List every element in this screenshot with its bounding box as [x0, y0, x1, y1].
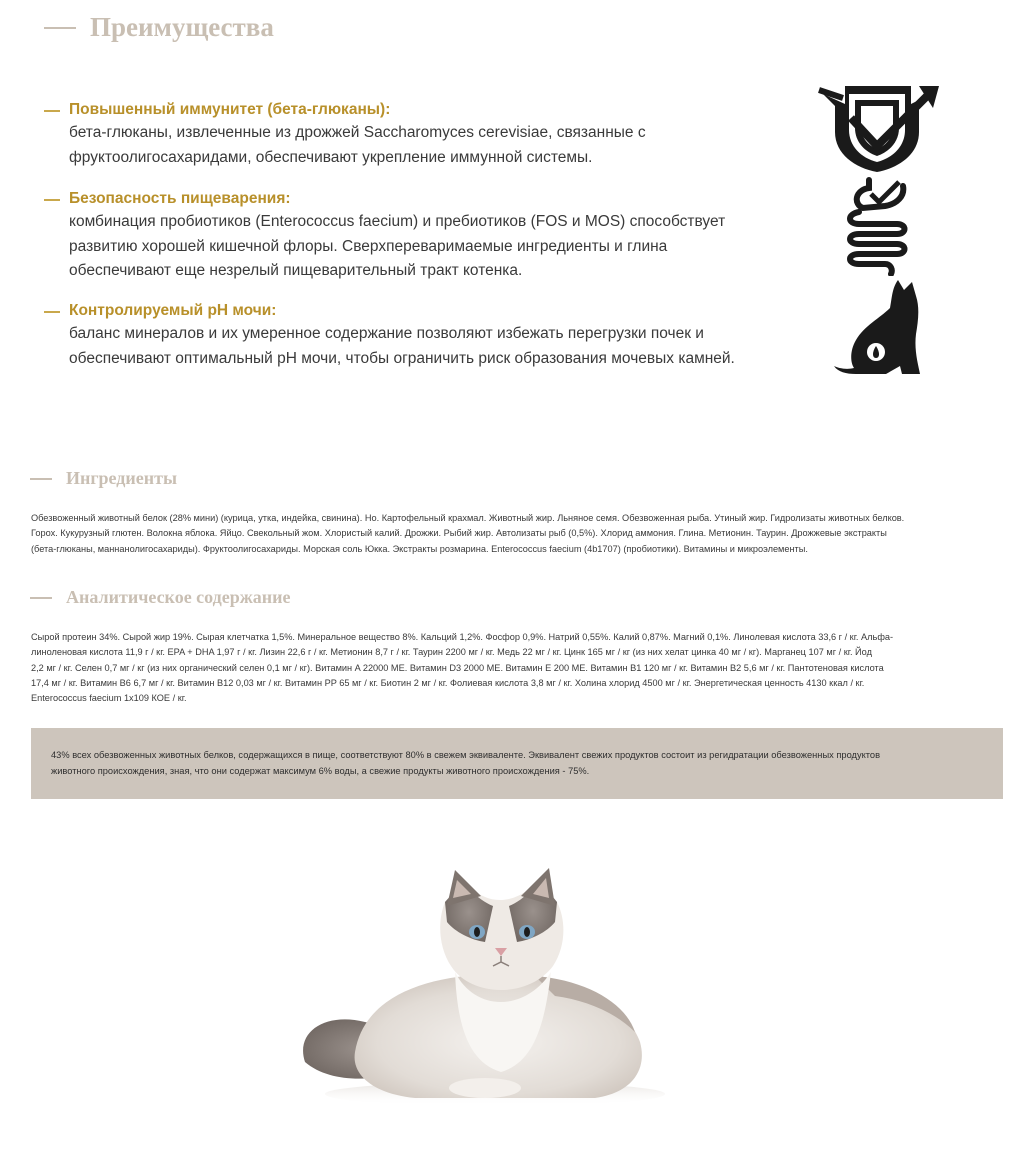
protein-note-text	[51, 748, 981, 779]
analytic-line: Сырой протеин 34%. Сырой жир 19%. Сырая клетчатка 1,5%. Минеральное вещество 8%. Кальций 1,2%. Фосфор 0,9%. Натрий 0,55%. Калий 0,87%. Магний 0,1%. Линолевая кислота 33,6 г / кг. Альфа-	[31, 632, 894, 642]
title-dash	[44, 27, 76, 29]
protein-note-box	[31, 728, 1003, 799]
benefit-digestion	[44, 188, 764, 284]
ingredients-title	[30, 468, 177, 489]
benefit-line: комбинация пробиотиков (Enterococcus faecium) и пребиотиков (FOS и MOS) способствует	[69, 213, 726, 230]
title-dash	[30, 478, 52, 480]
benefits-title-text: Преимущества	[90, 12, 274, 42]
benefit-line: обеспечивают оптимальный pH мочи, чтобы ограничить риск образования мочевых камней.	[69, 349, 735, 367]
note-line: 43% всех обезвоженных животных белков, содержащихся в пище, соответствуют 80% в свежем эквиваленте. Эквивалент свежих продуктов состоит из регидратации обезвоженных продуктов	[51, 750, 881, 760]
benefits-title	[44, 12, 274, 43]
title-dash	[30, 597, 52, 599]
benefit-line: развитию хорошей кишечной флоры. Сверхпереваримаемые ингредиенты и глина	[69, 237, 668, 255]
ingredients-line: (бета-глюканы, маннанолигосахариды). Фруктоолигосахариды. Морская соль Юкка. Экстракты розмарина. Enterococcus faecium (4b1707) (пробиотики). Витамины и микроэлементы.	[31, 543, 808, 554]
stomach-check-icon	[845, 176, 911, 276]
analytic-line: линоленовая кислота 11,9 г / кг. EPA + DHA 1,97 г / кг. Лизин 22,6 г / кг. Метионин 8,7 г / кг. Таурин 2200 мг / кг. Медь 22 мг / кг. Цинк 165 мг / кг (из них хелат цинка 40 мг / кг). Марганец 107 мг / кг. Йод	[31, 647, 872, 658]
shield-arrow-icon	[815, 72, 941, 174]
benefit-dash	[44, 110, 60, 112]
analytic-text	[31, 630, 1003, 706]
benefit-urine-ph	[44, 300, 764, 371]
benefit-heading: Контролируемый pH мочи:	[69, 302, 277, 319]
benefit-dash	[44, 199, 60, 201]
analytic-title-text: Аналитическое содержание	[66, 587, 291, 607]
ingredients-line: Горох. Кукурузный глютен. Волокна яблока. Яйцо. Свекольный жом. Хлористый калий. Дрожжи. Рыбий жир. Автолизаты рыб (0,5%). Хлорид аммония. Глина. Метионин. Таурин. Дрожжевые экстракты	[31, 528, 887, 539]
benefit-heading: Безопасность пищеварения:	[69, 190, 291, 207]
benefit-immunity	[44, 99, 764, 170]
analytic-line: Enterococcus faecium 1x109 КОЕ / кг.	[31, 693, 187, 704]
note-line: животного происхождения, зная, что они содержат максимум 6% воды, а свежие продукты животного происхождения - 75%.	[51, 765, 590, 776]
ingredients-title-text: Ингредиенты	[66, 468, 178, 488]
cat-urinary-icon	[832, 278, 924, 378]
benefit-heading: Повышенный иммунитет (бета-глюканы):	[69, 101, 391, 118]
analytic-line: 2,2 мг / кг. Селен 0,7 мг / кг (из них органический селен 0,1 мг / кг). Витамин A 22000 МЕ. Витамин D3 2000 МЕ. Витамин Е 200 МЕ. Витамин B1 120 мг / кг. Витамин B2 5,6 мг / кг. Пантотеновая кислота	[31, 662, 884, 673]
benefit-dash	[44, 311, 60, 313]
benefit-line: бета-глюканы, извлеченные из дрожжей Saccharomyces cerevisiae, связанные с	[69, 124, 646, 141]
benefit-line: баланс минералов и их умеренное содержание позволяют избежать перегрузки почек и	[69, 325, 704, 342]
cat-photo	[295, 862, 685, 1107]
analytic-line: 17,4 мг / кг. Витамин B6 6,7 мг / кг. Витамин B12 0,03 мг / кг. Витамин PP 65 мг / кг. Биотин 2 мг / кг. Фолиевая кислота 3,8 мг / кг. Холина хлорид 4500 мг / кг. Энергетическая ценность 4130 ккал / кг.	[31, 677, 865, 688]
analytic-title	[30, 587, 291, 608]
ingredients-line: Обезвоженный животный белок (28% мини) (курица, утка, индейка, свинина). Но. Картофельный крахмал. Животный жир. Льняное семя. Обезвоженная рыба. Утиный жир. Гидролизаты животных белков.	[31, 513, 905, 523]
benefit-line: фруктоолигосахаридами, обеспечивают укрепление иммунной системы.	[69, 148, 593, 166]
ingredients-text	[31, 511, 1003, 557]
benefit-line: обеспечивают еще незрелый пищеварительный тракт котенка.	[69, 262, 523, 279]
